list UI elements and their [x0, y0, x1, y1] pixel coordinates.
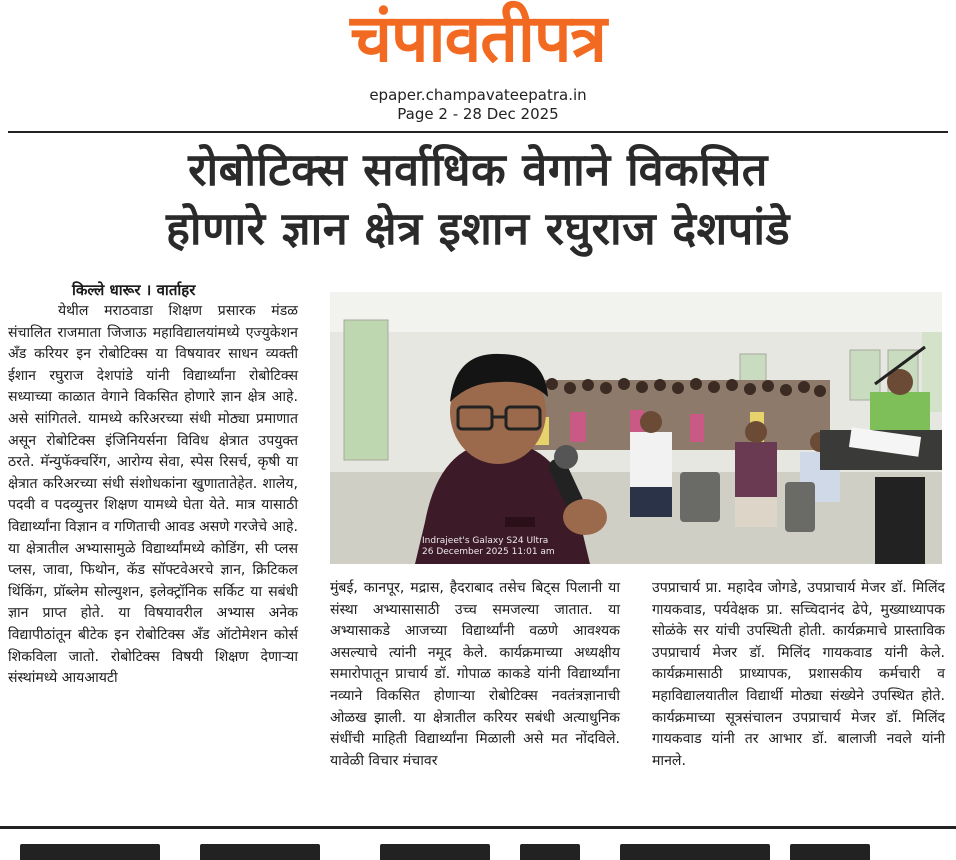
- article-column-2: [330, 578, 620, 772]
- edition-info: [0, 86, 956, 124]
- article-column-1: [8, 301, 298, 690]
- article-column-3: [652, 578, 945, 772]
- article-headline: [0, 140, 956, 258]
- photo-stamp-device: Indrajeet's Galaxy S24 Ultra: [422, 536, 549, 546]
- photo-camera-stamp: [422, 536, 555, 558]
- masthead-divider: [8, 131, 948, 133]
- byline: किल्ले धारूर । वार्ताहर: [72, 281, 196, 299]
- event-photo-illustration: [330, 292, 942, 564]
- newspaper-logo: चंपावतीपत्र: [350, 0, 606, 77]
- column-1-text: येथील मराठवाडा शिक्षण प्रसारक मंडळ संचालित राजमाता जिजाऊ महाविद्यालयांमध्ये एज्युकेशन अँड करियर इन रोबोटिक्स या विषयावर साधन व्यक्ती ईशान रघुराज देशपांडे यांनी विद्यार्थ्यांना रोबोटिक्स सध्याच्या काळात वेगाने विकसित होणारे ज्ञान क्षेत्र आहे. असे सांगितले. यामध्ये करिअरच्या संधी मोठ्या प्रमाणात असून रोबोटिक्स इंजिनियर्सना विविध क्षेत्रात उपयुक्त ठरते. मॅन्युफॅक्चरिंग, आरोग्य सेवा, स्पेस रिसर्च, कृषी या क्षेत्रात करिअरच्या संधी संशोधकांना खुणातातेहेत. शालेय, पदवी व पदव्युत्तर शिक्षण यामध्ये घेता येते. मात्र यासाठी विद्यार्थ्यांना विज्ञान व गणिताची आवड असणे गरजेचे आहे. या क्षेत्रातील अभ्यासामुळे विद्यार्थ्यांमध्ये कोडिंग, सी प्लस प्लस, जावा, फिथोन, कॅड सॉफ्टवेअरचे ज्ञान, क्रिटिकल थिंकिंग, प्रॉब्लेम सोल्युशन, इलेक्ट्रॉनिक सर्किट या सबंधी ज्ञान प्राप्त होते. या विषयावरील अभ्यास अनेक विद्यापीठांतून बीटेक इन रोबोटिक्स अँड ऑटोमेशन कोर्स शिकविला जातो. रोबोटिक्स विषयी शिक्षण देणाऱ्या संस्थांमध्ये आयआयटी: [8, 303, 298, 687]
- column-2-text: मुंबई, कानपूर, मद्रास, हैदराबाद तसेच बिट्स पिलानी या संस्था अभ्यासासाठी उच्च समजल्या जातात. या अभ्यासाकडे आजच्या विद्यार्थ्यांनी वळणे आवश्यक असल्याचे त्यांनी नमूद केले. कार्यक्रमाच्या अध्यक्षीय समारोपातून प्राचार्य डॉ. गोपाळ काकडे यांनी विद्यार्थ्यांना नव्याने विकसित होणाऱ्या रोबोटिक्स नवतंत्रज्ञानाची ओळख झाली. या क्षेत्रातील करियर सबंधी अत्याधुनिक संधींची माहिती विद्यार्थ्यांना मिळाली असे मत नोंदविले. यावेळी विचार मंचावर: [330, 580, 620, 769]
- event-photo: [330, 292, 942, 564]
- column-3-text: उपप्राचार्य प्रा. महादेव जोगडे, उपप्राचार्य मेजर डॉ. मिलिंद गायकवाड, पर्यवेक्षक प्रा. सच्चिदानंद ढेपे, मुख्याध्यापक सोळंके सर यांची उपस्थिती होती. कार्यक्रमाचे प्रास्ताविक उपप्राचार्य मेजर डॉ. मिलिंद गायकवाड यांनी केले. कार्यक्रमासाठी प्राध्यापक, प्रशासकीय कर्मचारी व महाविद्यालयातील विद्यार्थी मोठ्या संख्येने उपस्थित होते. कार्यक्रमाच्या सूत्रसंचालन उपप्राचार्य मेजर डॉ. मिलिंद गायकवाड यांनी तर आभार डॉ. बालाजी नवले यांनी मानले.: [652, 580, 945, 769]
- article-bottom-divider: [0, 826, 956, 829]
- next-headline-clipped: [0, 838, 956, 860]
- photo-stamp-date: 26 December 2025 11:01 am: [422, 547, 555, 557]
- page-date: Page 2 - 28 Dec 2025: [397, 105, 559, 123]
- headline-line-1: रोबोटिक्स सर्वाधिक वेगाने विकसित: [188, 143, 768, 196]
- site-url[interactable]: epaper.champavateepatra.in: [369, 86, 587, 104]
- headline-line-2: होणारे ज्ञान क्षेत्र इशान रघुराज देशपांडे: [165, 202, 791, 255]
